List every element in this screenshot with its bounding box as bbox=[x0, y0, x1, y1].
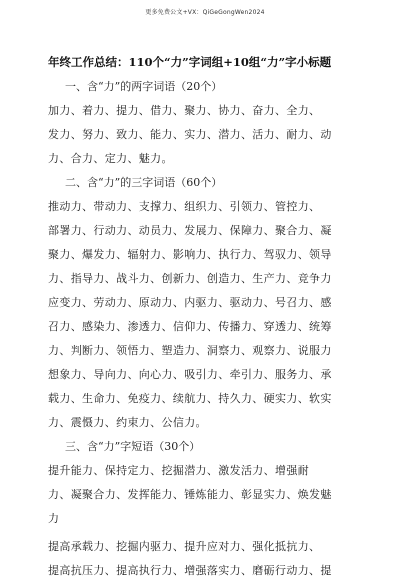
body-line: 部署力、行动力、动员力、发展力、保障力、聚合力、凝 bbox=[48, 224, 332, 237]
section-heading-1: 一、含“力”的两字词语（20个） bbox=[65, 80, 223, 93]
body-line: 力、判断力、领悟力、塑造力、洞察力、观察力、说服力 bbox=[48, 344, 332, 357]
body-line: 召力、感染力、渗透力、信仰力、传播力、穿透力、统筹 bbox=[48, 320, 332, 333]
body-line: 力、合力、定力、魅力。 bbox=[48, 152, 173, 165]
document-title: 年终工作总结：110个“力”字词组+10组“力”字小标题 bbox=[48, 55, 332, 69]
header-note: 更多免费公文+VX：QiGeGongWen2024 bbox=[145, 9, 265, 16]
body-line: 提升能力、保持定力、挖掘潜力、激发活力、增强耐 bbox=[48, 464, 310, 477]
body-line: 推动力、带动力、支撑力、组织力、引领力、管控力、 bbox=[48, 200, 321, 213]
body-line: 载力、生命力、免疫力、续航力、持久力、硬实力、软实 bbox=[48, 392, 332, 405]
body-line: 力、凝聚合力、发挥能力、锤炼能力、彰显实力、焕发魅 bbox=[48, 488, 332, 501]
section-heading-2: 二、含“力”的三字词语（60个） bbox=[65, 176, 223, 189]
body-line: 加力、着力、提力、借力、聚力、协力、奋力、全力、 bbox=[48, 104, 321, 117]
body-line: 力、震慑力、约束力、公信力。 bbox=[48, 416, 207, 429]
body-line: 发力、努力、致力、能力、实力、潜力、活力、耐力、动 bbox=[48, 128, 332, 141]
body-line: 提高抗压力、提高执行力、增强落实力、磨砺行动力、提 bbox=[48, 564, 332, 577]
body-line: 想象力、导向力、向心力、吸引力、牵引力、服务力、承 bbox=[48, 368, 332, 381]
body-line: 应变力、劳动力、原动力、内驱力、驱动力、号召力、感 bbox=[48, 296, 332, 309]
body-line: 力、指导力、战斗力、创新力、创造力、生产力、竞争力 bbox=[48, 272, 332, 285]
body-line: 提高承载力、挖掘内驱力、提升应对力、强化抵抗力、 bbox=[48, 540, 321, 553]
section-heading-3: 三、含“力”字短语（30个） bbox=[65, 440, 201, 453]
body-line: 聚力、爆发力、辐射力、影响力、执行力、驾驭力、领导 bbox=[48, 248, 332, 261]
body-line: 力 bbox=[48, 512, 60, 525]
